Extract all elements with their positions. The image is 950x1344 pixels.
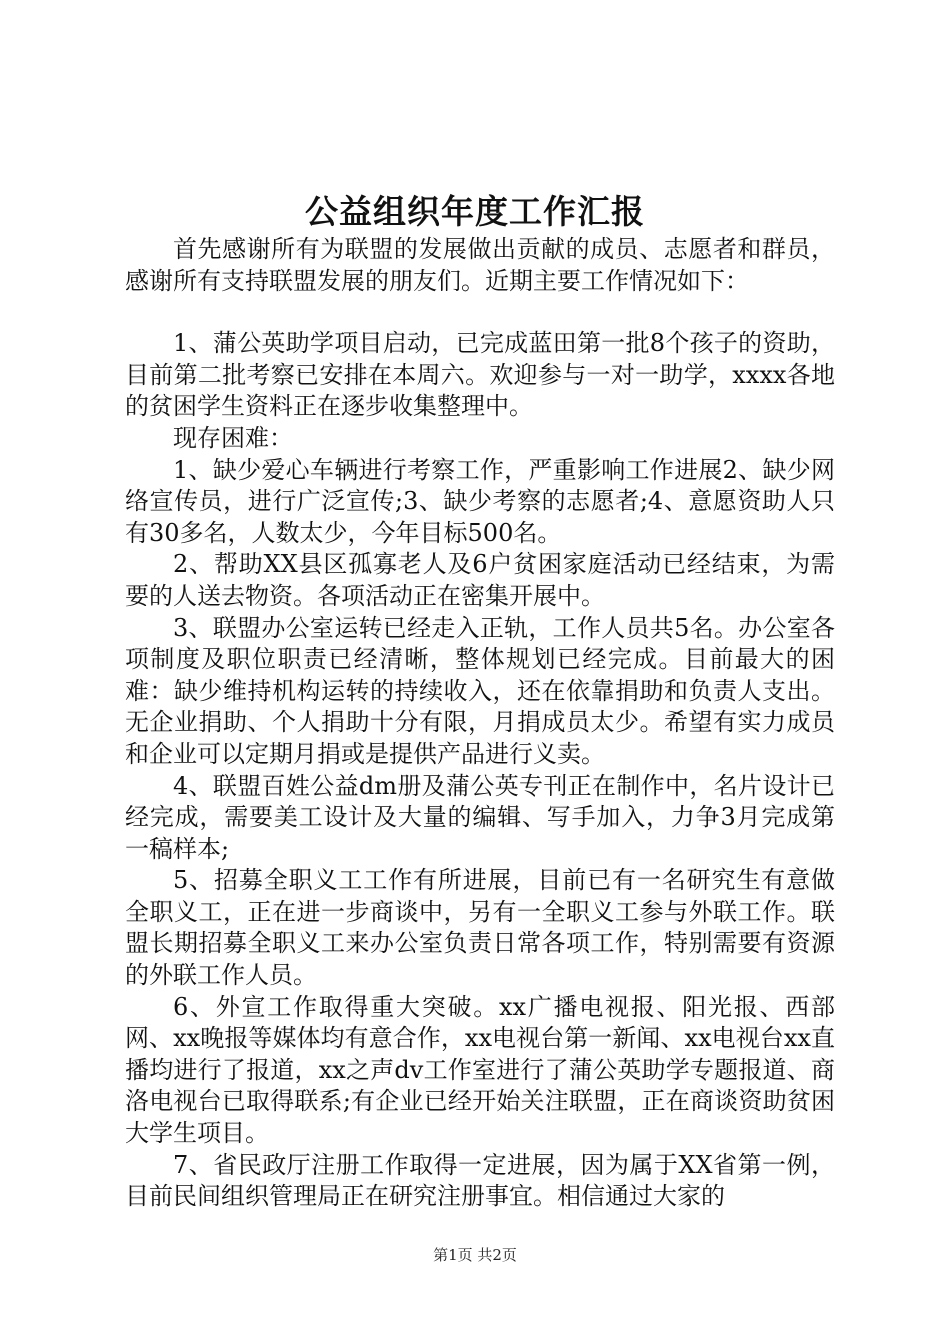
paragraph-difficulties-list: 1、缺少爱心车辆进行考察工作，严重影响工作进展2、缺少网络宣传员，进行广泛宣传;3、缺少考察的志愿者;4、意愿资助人只有30多名，人数太少，今年目标500名。 [125, 455, 835, 547]
document-body [125, 234, 835, 1213]
paragraph-item-4: 4、联盟百姓公益dm册及蒲公英专刊正在制作中，名片设计已经完成，需要美工设计及大量的编辑、写手加入，力争3月完成第一稿样本; [125, 771, 835, 863]
paragraph-item-3: 3、联盟办公室运转已经走入正轨，工作人员共5名。办公室各项制度及职位职责已经清晰，整体规划已经完成。目前最大的困难：缺少维持机构运转的持续收入，还在依靠捐助和负责人支出。无企业捐助、个人捐助十分有限，月捐成员太少。希望有实力成员和企业可以定期月捐或是提供产品进行义卖。 [125, 613, 835, 768]
page-footer: 第1页 共2页 [433, 1246, 517, 1264]
paragraph-item-7: 7、省民政厅注册工作取得一定进展，因为属于XX省第一例，目前民间组织管理局正在研究注册事宜。相信通过大家的 [125, 1150, 835, 1211]
paragraph-item-1: 1、蒲公英助学项目启动，已完成蓝田第一批8个孩子的资助，目前第二批考察已安排在本周六。欢迎参与一对一助学，xxxx各地的贫困学生资料正在逐步收集整理中。 [125, 329, 835, 421]
paragraph-intro: 首先感谢所有为联盟的发展做出贡献的成员、志愿者和群员，感谢所有支持联盟发展的朋友们。近期主要工作情况如下： [125, 235, 835, 295]
paragraph-item-5: 5、招募全职义工工作有所进展，目前已有一名研究生有意做全职义工，正在进一步商谈中，另有一全职义工参与外联工作。联盟长期招募全职义工来办公室负责日常各项工作，特别需要有资源的外联工作人员。 [125, 866, 835, 990]
paragraph-difficulties-heading: 现存困难： [173, 423, 293, 452]
document-title: 公益组织年度工作汇报 [305, 192, 645, 231]
paragraph-item-6: 6、外宣工作取得重大突破。xx广播电视报、阳光报、西部网、xx晚报等媒体均有意合作，xx电视台第一新闻、xx电视台xx直播均进行了报道，xx之声dv工作室进行了蒲公英助学专题报道、商洛电视台已取得联系;有企业已经开始关注联盟，正在商谈资助贫困大学生项目。 [125, 992, 835, 1148]
paragraph-item-2: 2、帮助XX县区孤寡老人及6户贫困家庭活动已经结束，为需要的人送去物资。各项活动正在密集开展中。 [125, 550, 835, 610]
